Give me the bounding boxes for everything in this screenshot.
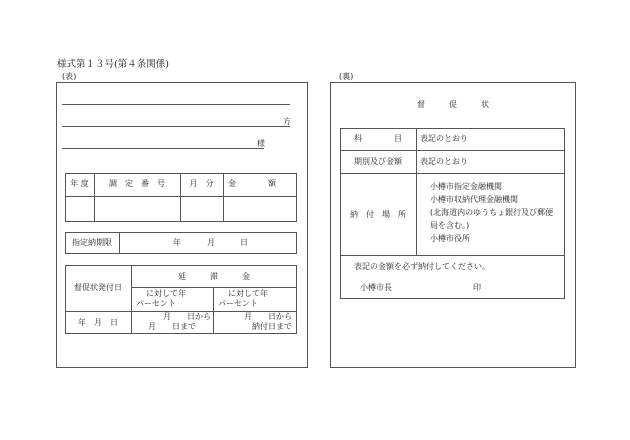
rate1-line1: に対して年	[146, 289, 186, 298]
period1-to: 月 日まで	[148, 322, 196, 331]
period1-from: 月 日から	[163, 312, 211, 321]
payment-place-3: (北海道内のゆうちょ銀行及び郵便	[430, 208, 554, 217]
period2-from: 月 日から	[244, 312, 292, 321]
reminder-date-label: 督促状発付日	[74, 283, 122, 292]
rate2-line2: パーセント	[218, 299, 258, 308]
address-suffix: 方	[283, 117, 291, 126]
address-line-1	[62, 104, 290, 105]
period-amount-label: 期別及び金額	[354, 157, 402, 166]
ymd-label: 年 月 日	[78, 318, 118, 327]
header-amount: 金 額	[228, 179, 276, 188]
payment-place-1: 小樽市指定金融機関	[430, 182, 502, 191]
reminder-divider	[340, 255, 565, 256]
name-suffix: 様	[257, 139, 265, 148]
deadline-year: 年	[173, 238, 181, 247]
deadline-label: 指定納期限	[72, 238, 112, 247]
subject-label: 科 目	[354, 134, 402, 143]
name-line	[62, 148, 264, 149]
seal-mark: 印	[473, 283, 481, 292]
mayor-label: 小樽市長	[360, 283, 392, 292]
rate1-line2: パーセント	[136, 299, 176, 308]
period2-to: 納付日まで	[252, 322, 292, 331]
reminder-divider	[340, 173, 565, 174]
deadline-month: 月	[207, 238, 215, 247]
reminder-col-sep	[416, 128, 417, 255]
payment-place-label: 納 付 場 所	[350, 210, 406, 219]
payment-place-4: 局を含む。)	[430, 221, 470, 230]
back-side-label: (裏)	[339, 72, 354, 81]
period-amount-value: 表記のとおり	[420, 157, 468, 166]
assessment-table-divider	[65, 196, 297, 197]
rate2-line1: に対して年	[228, 289, 268, 298]
payment-place-5: 小樽市役所	[430, 234, 470, 243]
header-fiscal-year: 年 度	[70, 179, 89, 188]
payment-place-2: 小樽市収納代理金融機関	[430, 195, 518, 204]
header-assessment-number: 調 定 番 号	[109, 179, 165, 188]
reminder-heading: 督 促 状	[417, 100, 489, 109]
subject-value: 表記のとおり	[420, 134, 468, 143]
deadline-day: 日	[240, 238, 248, 247]
payment-notice: 表記の金額を必ず納付してください。	[354, 262, 490, 271]
late-fee-label: 延 滞 金	[178, 272, 250, 281]
front-side-label: (表)	[62, 72, 77, 81]
address-line-2	[62, 126, 290, 127]
deadline-sep	[119, 232, 120, 254]
form-title: 様式第１３号(第４条関係)	[57, 59, 169, 70]
reminder-divider	[340, 150, 565, 151]
late-fee-divider	[131, 287, 297, 288]
header-month: 月 分	[189, 179, 214, 188]
assessment-col-sep	[223, 173, 224, 222]
